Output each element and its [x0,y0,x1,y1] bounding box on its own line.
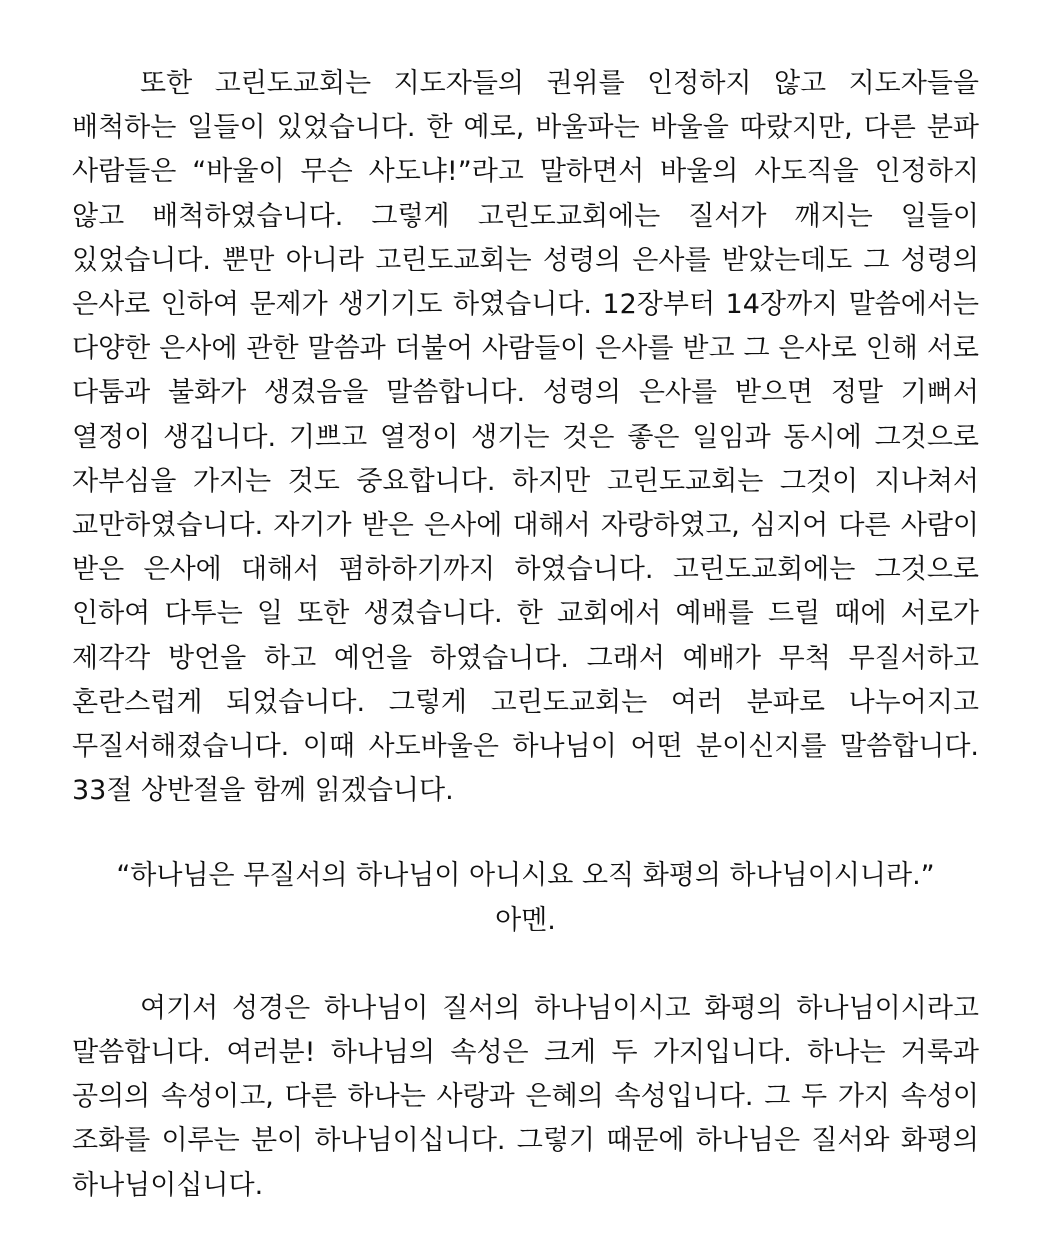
amen-text: 아멘. [495,904,556,936]
paragraph-1: 또한 고린도교회는 지도자들의 권위를 인정하지 않고 지도자들을 배척하는 일들이 있었습니다. 한 예로, 바울파는 바울을 따랐지만, 다른 분파 사람들은 “바울이 무슨 사도냐!”라고 말하면서 바울의 사도직을 인정하지 않고 배척하였습니다. 그렇게 고린도교회에는 질서가 깨지는 일들이 있었습니다. 뿐만 아니라 고린도교회는 성령의 은사를 받았는데도 그 성령의 은사로 인하여 문제가 생기기도 하였습니다. 12장부터 14장까지 말씀에서는 다양한 은사에 관한 말씀과 더불어 사람들이 은사를 받고 그 은사로 인해 서로 다툼과 불화가 생겼음을 말씀합니다. 성령의 은사를 받으면 정말 기뻐서 열정이 생깁니다. 기쁘고 열정이 생기는 것은 좋은 일임과 동시에 그것으로 자부심을 가지는 것도 중요합니다. 하지만 고린도교회는 그것이 지나쳐서 교만하였습니다. 자기가 받은 은사에 대해서 자랑하였고, 심지어 다른 사람이 받은 은사에 대해서 폄하하기까지 하였습니다. 고린도교회에는 그것으로 인하여 다투는 일 또한 생겼습니다. 한 교회에서 예배를 드릴 때에 서로가 제각각 방언을 하고 예언을 하였습니다. 그래서 예배가 무척 무질서하고 혼란스럽게 되었습니다. 그렇게 고린도교회는 여러 분파로 나누어지고 무질서해졌습니다. 이때 사도바울은 하나님이 어떤 분이신지를 말씀합니다. 33절 상반절을 함께 읽겠습니다. [72,68,979,807]
paragraph-2: 여기서 성경은 하나님이 질서의 하나님이시고 화평의 하나님이시라고 말씀합니다. 여러분! 하나님의 속성은 크게 두 가지입니다. 하나는 거룩과 공의의 속성이고, 다른 하나는 사랑과 은혜의 속성입니다. 그 두 가지 속성이 조화를 이루는 분이 하나님이십니다. 그렇기 때문에 하나님은 질서와 화평의 하나님이십니다. [72,992,979,1201]
scripture-quote: “하나님은 무질서의 하나님이 아니시요 오직 화평의 하나님이시니라.” [116,860,935,892]
document-page [72,62,979,1208]
scripture-quote-block [72,854,979,942]
